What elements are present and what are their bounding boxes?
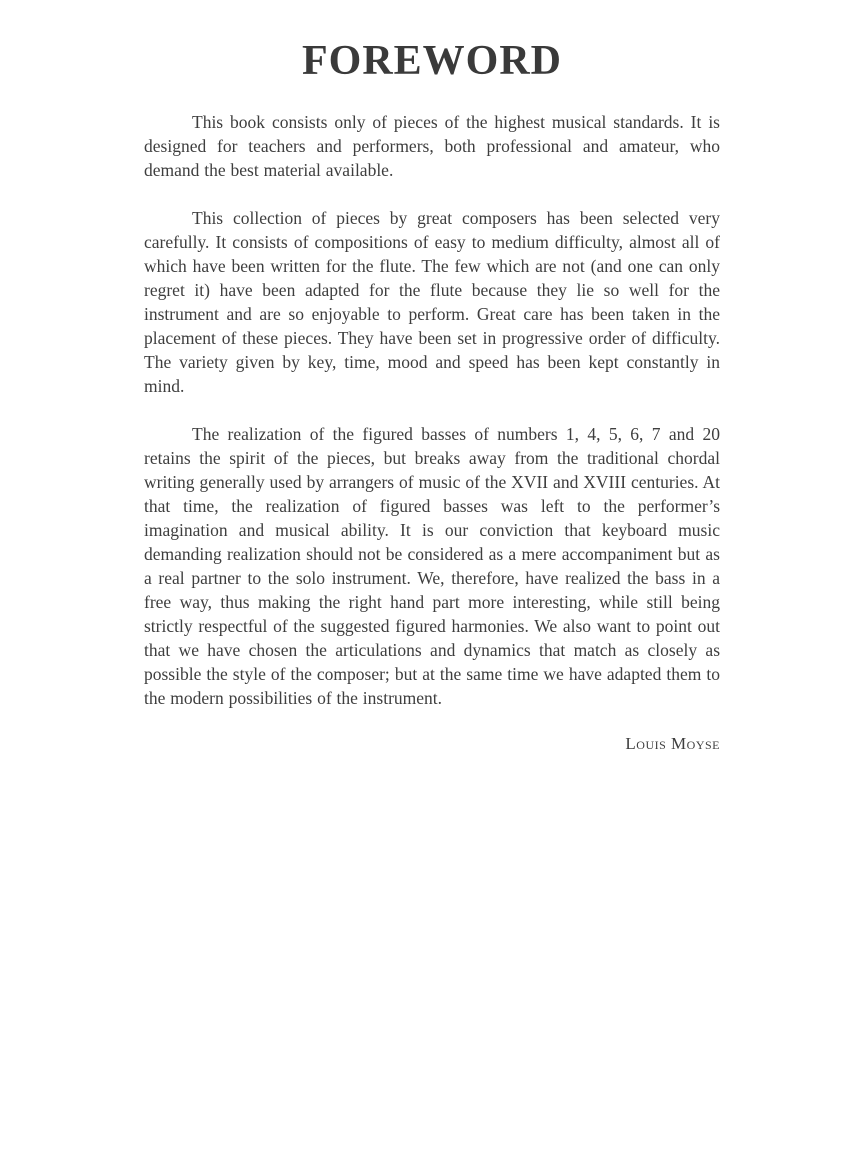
foreword-paragraph-1: This book consists only of pieces of the highest musical standards. It is designed for teachers and performers, both professional and amateur, who demand the best material available. (144, 112, 720, 180)
foreword-paragraph-2: This collection of pieces by great composers has been selected very carefully. It consists of compositions of easy to medium difficulty, almost all of which have been written for the flute. The few which are not (and one can only regret it) have been adapted for the flute because they lie so well for the instrument and are so enjoyable to perform. Great care has been taken in the placement of these pieces. They have been set in progressive order of difficulty. The variety given by key, time, mood and speed has been kept constantly in mind. (144, 208, 720, 396)
page-title: FOREWORD (302, 38, 562, 84)
foreword-paragraph-3: The realization of the figured basses of numbers 1, 4, 5, 6, 7 and 20 retains the spirit of the pieces, but breaks away from the traditional chordal writing generally used by arrangers of music of the XVII and XVIII centuries. At that time, the realization of figured basses was left to the performer’s imagination and musical ability. It is our conviction that keyboard music demanding realization should not be considered as a mere accompaniment but as a real partner to the solo instrument. We, therefore, have realized the bass in a free way, thus making the right hand part more interesting, while still being strictly respectful of the suggested figured harmonies. We also want to point out that we have chosen the articulations and dynamics that match as closely as possible the style of the composer; but at the same time we have adapted them to the modern possibilities of the instrument. (144, 424, 720, 708)
author-signature: Louis Moyse (625, 734, 720, 753)
